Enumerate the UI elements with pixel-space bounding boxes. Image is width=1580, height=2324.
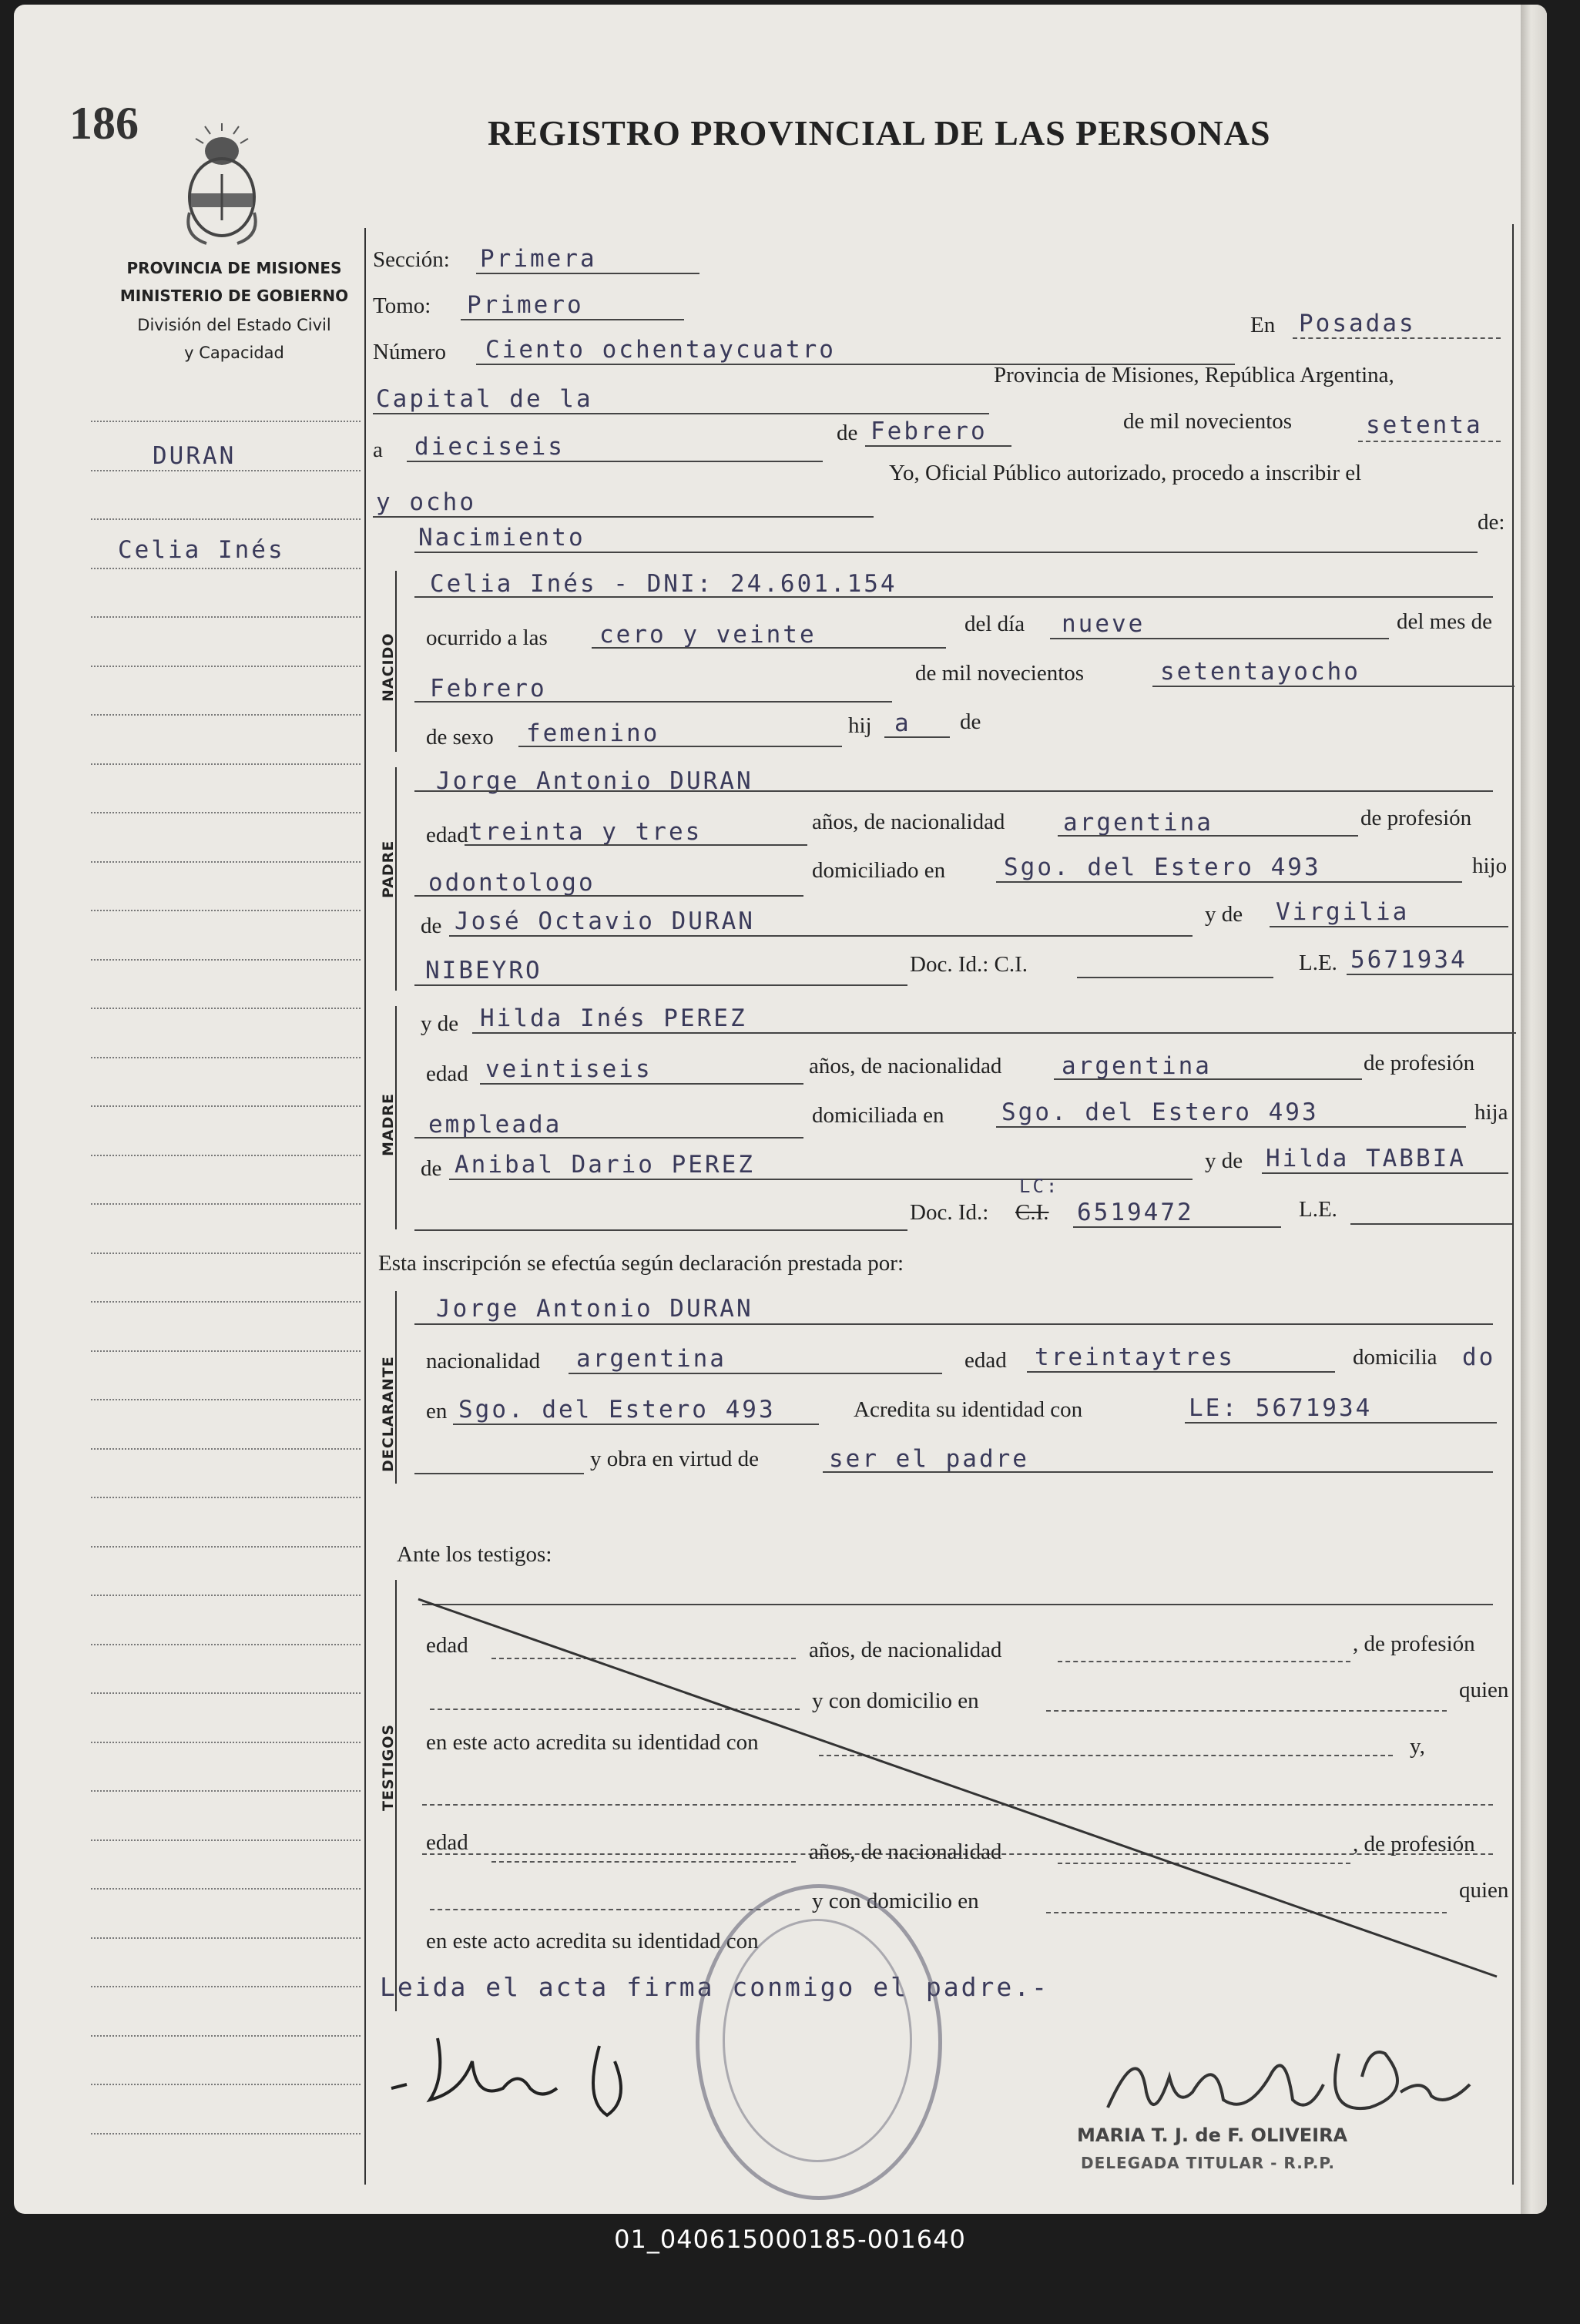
testigo2-edad-label: edad (426, 1830, 468, 1855)
padre-profesion-value: odontologo (428, 869, 595, 897)
madre-y-de-label: y de (421, 1011, 459, 1036)
padre-anios-label: años, de nacionalidad (812, 810, 1005, 834)
en-value: Posadas (1299, 310, 1416, 337)
madre-domicilio-value: Sgo. del Estero 493 (1001, 1098, 1319, 1126)
official-signature (1092, 2023, 1493, 2138)
padre-name: Jorge Antonio DURAN (436, 767, 753, 795)
testigos-intro: Ante los testigos: (397, 1542, 552, 1567)
tomo-label: Tomo: (373, 293, 431, 318)
acto-value: Nacimiento (418, 524, 585, 552)
padre-madre-value: Virgilia (1276, 898, 1410, 926)
dia-nacido-value: nueve (1062, 610, 1146, 638)
padre-de-label: de (421, 914, 442, 938)
margin-surname: DURAN (153, 442, 236, 470)
del-mes-label: del mes de (1397, 609, 1493, 634)
madre-profesion-label: de profesión (1364, 1051, 1475, 1075)
madre-hija-label: hija (1474, 1100, 1508, 1125)
ocurrido-label: ocurrido a las (426, 625, 548, 650)
numero-label: Número (373, 340, 447, 364)
org-division: División del Estado Civil (137, 316, 331, 334)
seccion-label: Sección: (373, 247, 450, 272)
declarante-obra-value: ser el padre (829, 1445, 1029, 1473)
declarante-domicilio-label: domicilia (1353, 1345, 1437, 1370)
madre-nac-value: argentina (1062, 1052, 1212, 1080)
madre-y-de2-label: y de (1205, 1149, 1243, 1173)
testigo2-domicilio-label: y con domicilio en (812, 1889, 979, 1913)
padre-nac-value: argentina (1063, 809, 1213, 837)
madre-padre-value: Anibal Dario PEREZ (455, 1151, 755, 1179)
capital-value: Capital de la (376, 385, 593, 413)
testigo2-quien-label: quien (1459, 1878, 1509, 1903)
declarante-en-label: en (426, 1399, 448, 1424)
hij-label: hij (848, 713, 872, 738)
de-label: de (837, 421, 858, 445)
cancellation-strike (14, 5, 1547, 2214)
de-colon-label: de: (1478, 510, 1505, 535)
sexo-label: de sexo (426, 725, 494, 750)
declarante-acredita-label: Acredita su identidad con (854, 1397, 1083, 1422)
declarante-domicilio-suffix: do (1462, 1343, 1496, 1371)
anio-value: setenta (1366, 411, 1483, 439)
register-title: REGISTRO PROVINCIAL DE LAS PERSONAS (488, 113, 1271, 153)
madre-madre-value: Hilda TABBIA (1266, 1145, 1466, 1172)
madre-profesion-value: empleada (428, 1111, 562, 1139)
padre-hijo-label: hijo (1472, 853, 1508, 878)
padre-edad-value: treinta y tres (468, 818, 703, 846)
testigo1-y-label: y, (1410, 1734, 1425, 1759)
declarante-edad-label: edad (964, 1348, 1007, 1373)
madre-label: MADRE (380, 1093, 397, 1156)
padre-y-de-label: y de (1205, 902, 1243, 927)
hora-value: cero y veinte (599, 621, 817, 649)
org-ministry: MINISTERIO DE GOBIERNO (119, 287, 349, 305)
padre-padre-value: José Octavio DURAN (455, 907, 755, 935)
mil-text: de mil novecientos (1123, 409, 1293, 434)
parent-signature (376, 2015, 699, 2131)
nacido-de-label: de (960, 709, 981, 734)
margin-given-names: Celia Inés (118, 536, 285, 564)
testigo1-domicilio-label: y con domicilio en (812, 1689, 979, 1713)
nacido-name: Celia Inés - DNI: 24.601.154 (430, 570, 897, 598)
padre-doc-label: Doc. Id.: C.I. (910, 952, 1028, 977)
madre-edad-label: edad (426, 1061, 468, 1086)
madre-de-label: de (421, 1156, 442, 1181)
oficial-text: Yo, Oficial Público autorizado, procedo a inscribir el (889, 461, 1362, 485)
mil-nacido-label: de mil novecientos (915, 661, 1085, 686)
sexo-value: femenino (526, 719, 660, 747)
madre-domicilio-label: domiciliada en (812, 1103, 944, 1128)
file-caption: 01_040615000185-001640 (614, 2225, 966, 2254)
nacido-label: NACIDO (380, 632, 397, 702)
declarante-nac-value: argentina (576, 1345, 726, 1373)
declarante-label: DECLARANTE (380, 1356, 397, 1472)
madre-name: Hilda Inés PEREZ (480, 1004, 747, 1032)
declarante-acredita-value: LE: 5671934 (1189, 1394, 1373, 1422)
testigo1-anios-label: años, de nacionalidad (809, 1638, 1002, 1662)
testigo1-edad-label: edad (426, 1633, 468, 1658)
madre-doc-value: 6519472 (1077, 1199, 1194, 1226)
padre-profesion-label: de profesión (1360, 806, 1472, 830)
madre-le-label: L.E. (1299, 1197, 1337, 1222)
anio-nacido-value: setentayocho (1160, 658, 1360, 686)
page-number: 186 (69, 98, 139, 149)
declarante-intro: Esta inscripción se efectúa según declaración prestada por: (378, 1251, 904, 1276)
declarante-obra-label: y obra en virtud de (590, 1447, 760, 1471)
org-capacity: y Capacidad (184, 344, 284, 362)
testigo1-quien-label: quien (1459, 1678, 1509, 1702)
del-dia-label: del día (964, 612, 1025, 636)
declarante-name: Jorge Antonio DURAN (436, 1295, 753, 1323)
dia-value: dieciseis (414, 433, 565, 461)
testigo2-profesion-label: , de profesión (1353, 1832, 1475, 1856)
padre-label: PADRE (380, 840, 397, 898)
declarante-en-value: Sgo. del Estero 493 (458, 1396, 776, 1424)
org-province: PROVINCIA DE MISIONES (126, 259, 342, 277)
padre-domicilio-label: domiciliado en (812, 858, 946, 883)
mes-value: Febrero (871, 418, 988, 445)
padre-madre-value-2: NIBEYRO (425, 957, 542, 984)
hij-value: a (894, 709, 911, 737)
numero-value: Ciento ochentaycuatro (485, 336, 836, 364)
madre-doc-struck: C.I. (1015, 1200, 1049, 1225)
madre-anios-label: años, de nacionalidad (809, 1054, 1002, 1078)
padre-le-label: L.E. (1299, 951, 1337, 975)
testigos-label: TESTIGOS (380, 1723, 397, 1811)
padre-le-value: 5671934 (1350, 946, 1468, 974)
padre-edad-label: edad (426, 823, 468, 847)
declarante-edad-value: treintaytres (1035, 1343, 1235, 1371)
anio-value-2: y ocho (376, 488, 476, 516)
official-title: DELEGADA TITULAR - R.P.P. (1081, 2154, 1335, 2172)
testigo2-anios-label: años, de nacionalidad (809, 1839, 1002, 1864)
official-stamp (696, 1884, 942, 2200)
mes-nacido-value: Febrero (430, 675, 547, 703)
closing-handwritten: Leida el acta firma conmigo el padre.- (380, 1972, 1049, 2002)
seccion-value: Primera (480, 245, 597, 273)
testigo1-profesion-label: , de profesión (1353, 1631, 1475, 1656)
madre-doc-label: Doc. Id.: (910, 1200, 989, 1225)
official-name: MARIA T. J. de F. OLIVEIRA (1077, 2124, 1348, 2146)
testigo1-acredita-label: en este acto acredita su identidad con (426, 1730, 759, 1755)
padre-domicilio-value: Sgo. del Estero 493 (1004, 853, 1321, 881)
madre-doc-correction: LC: (1019, 1175, 1060, 1197)
testigo2-acredita-label: en este acto acredita su identidad con (426, 1929, 759, 1953)
en-label: En (1250, 313, 1276, 337)
register-page (14, 5, 1547, 2214)
a-label: a (373, 438, 383, 462)
madre-edad-value: veintiseis (485, 1055, 652, 1083)
declarante-nac-label: nacionalidad (426, 1349, 541, 1373)
tomo-value: Primero (467, 291, 584, 319)
provincia-text: Provincia de Misiones, República Argentina, (994, 363, 1394, 387)
